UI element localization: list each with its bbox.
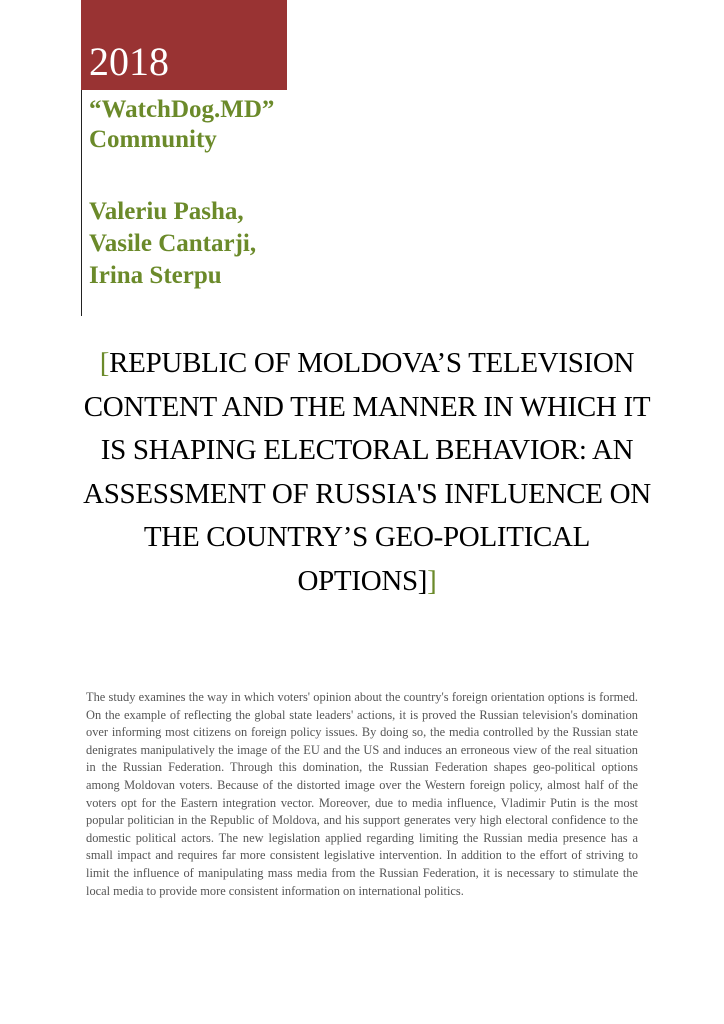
year-label: 2018 xyxy=(89,39,169,84)
organization-name xyxy=(89,95,274,155)
title-open-bracket: [ xyxy=(99,347,110,379)
organization-line-1: “WatchDog.MD” xyxy=(89,96,275,123)
title-close-bracket: ] xyxy=(427,564,437,597)
vertical-divider xyxy=(81,90,82,316)
title-text: REPUBLIC OF MOLDOVA’S TELEVISION CONTENT AND THE MANNER IN WHICH IT IS SHAPING ELECTORAL BEHAVIOR: AN ASSESSMENT OF RUSSIA'S INFLUENCE ON THE COUNTRY’S GEO-POLITICAL OPTIONS] xyxy=(83,347,651,597)
author-1: Valeriu Pasha, xyxy=(89,198,244,225)
author-list xyxy=(89,196,256,292)
author-2: Vasile Cantarji, xyxy=(89,230,257,257)
organization-line-2: Community xyxy=(89,126,217,153)
abstract-paragraph: The study examines the way in which voters' opinion about the country's foreign orientation options is formed. On the example of reflecting the global state leaders' actions, it is proved the Russian television's domination over informing most citizens on foreign policy issues. By doing so, the media controlled by the Russian state denigrates manipulatively the image of the EU and the US and induces an erroneous view of the real situation in the Russian Federation. Through this domination, the Russian Federation shapes geo-political options among Moldovan voters. Because of the distorted image over the Western foreign policy, almost half of the voters opt for the Eastern integration vector. Moreover, due to media influence, Vladimir Putin is the most popular politician in the Republic of Moldova, and his support generates very high electoral confidence to the domestic political actors. The new legislation applied regarding limiting the Russian media presence has a small impact and requires far more consistent legislative intervention. In addition to the effort of striving to limit the influence of manipulating mass media from the Russian Federation, it is necessary to stimulate the local media to provide more consistent information on international politics. xyxy=(86,690,638,898)
document-title xyxy=(72,342,662,603)
author-3: Irina Sterpu xyxy=(89,262,222,289)
